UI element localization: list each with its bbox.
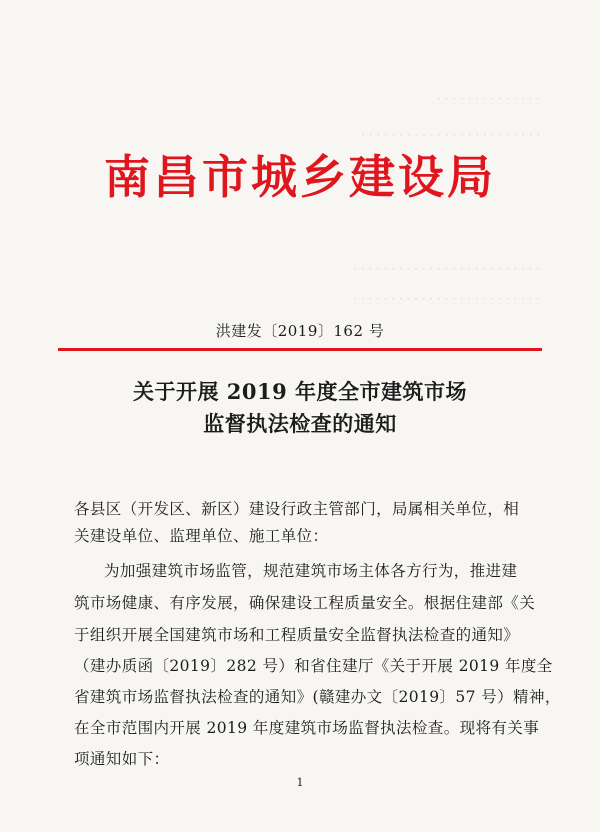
document-title-line-1: 关于开展 2019 年度全市建筑市场: [132, 379, 468, 404]
show-through-2: · · · · · · · · · · · · · · · · · · · · · · · ·: [360, 128, 540, 142]
show-through-4: · · · · · · · · · · · · · · · · · · · · · · · · ·: [353, 292, 540, 306]
show-through-1: · · · · · · · · · · · · · ·: [437, 92, 540, 106]
body-line-2: 关建设单位、监理单位、施工单位：: [74, 527, 329, 545]
body-line-1: 各县区（开发区、新区）建设行政主管部门，局属相关单位，相: [74, 500, 520, 518]
body-line-6: （建办质函〔2019〕282 号）和省住建厅《关于开展 2019 年度全: [74, 657, 553, 675]
body-line-7: 省建筑市场监督执法检查的通知》(赣建办文〔2019〕57 号）精神，: [74, 688, 561, 706]
body-line-9: 项通知如下：: [74, 750, 170, 768]
document-number: 洪建发〔2019〕162 号: [215, 322, 385, 340]
body-line-8: 在全市范围内开展 2019 年度建筑市场监督执法检查。现将有关事: [74, 719, 540, 737]
body-line-4: 筑市场健康、有序发展，确保建设工程质量安全。根据住建部《关: [74, 594, 536, 612]
body-line-3: 为加强建筑市场监管，规范建筑市场主体各方行为，推进建: [104, 562, 518, 580]
letterhead-org-name: 南昌市城乡建设局: [104, 150, 496, 204]
page-number: 1: [296, 776, 304, 789]
show-through-3: · · · · · · · · · · · · · · · · · · · · · · · · ·: [353, 262, 540, 276]
red-separator-line: [58, 348, 542, 351]
document-title-line-2: 监督执法检查的通知: [203, 411, 397, 436]
body-line-5: 于组织开展全国建筑市场和工程质量安全监督执法检查的通知》: [74, 626, 520, 644]
